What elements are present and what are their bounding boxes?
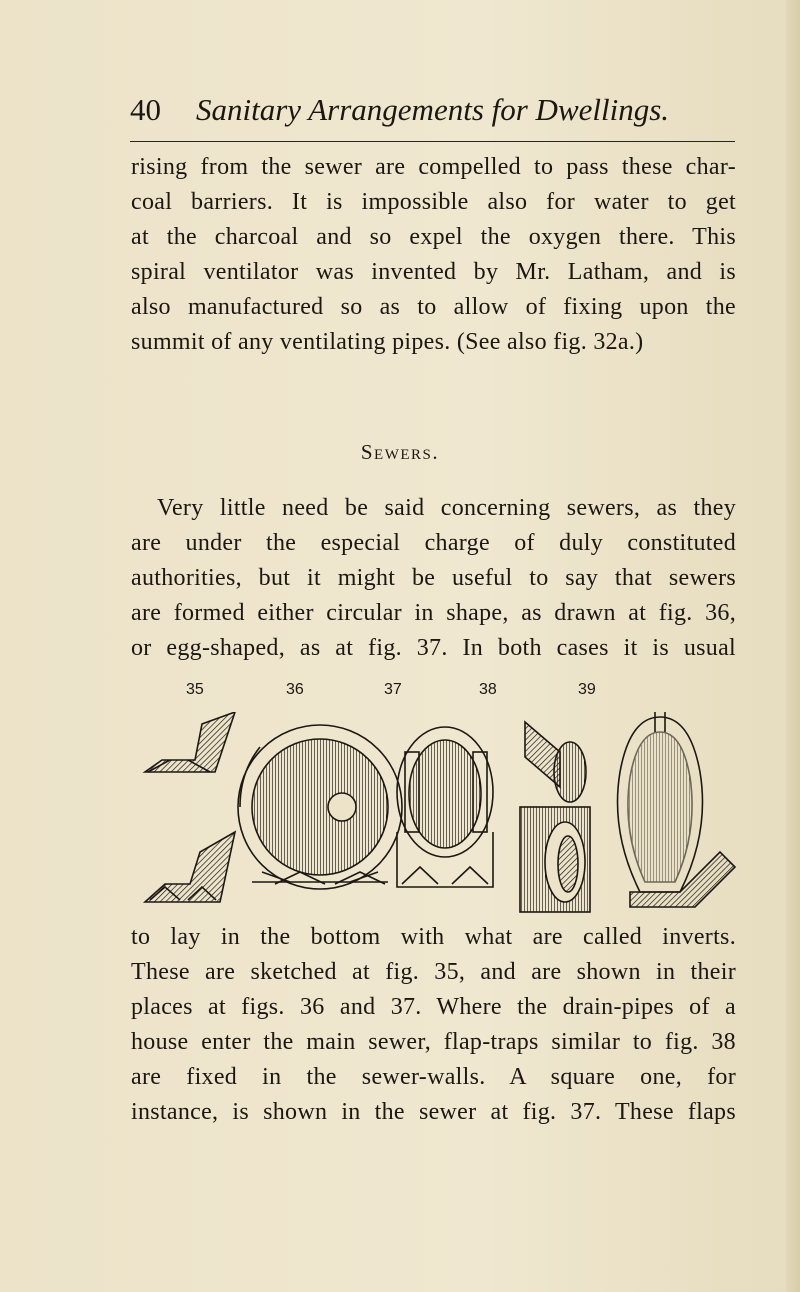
text-line: or egg-shaped, as at fig. 37. In both cases it is usual	[131, 635, 736, 661]
text-line: are under the especial charge of duly constituted	[131, 530, 736, 556]
text-line: coal barriers. It is impossible also for water to get	[131, 189, 736, 215]
text-line: spiral ventilator was invented by Mr. Latham, and is	[131, 259, 736, 285]
figure-labels	[0, 681, 800, 705]
section-heading-text: Sewers.	[360, 440, 440, 464]
text-line: Very little need be said concerning sewers, as they	[157, 495, 736, 521]
text-line: house enter the main sewer, flap-traps similar to fig. 38	[131, 1029, 736, 1055]
text-line: rising from the sewer are compelled to pass these char-	[131, 154, 736, 180]
figure-label-38: 38	[479, 681, 497, 698]
figure-37-egg-sewer	[397, 727, 493, 887]
page-number: 40	[130, 92, 161, 127]
figure-label-36: 36	[286, 681, 304, 698]
sewer-figures-illustration	[140, 712, 740, 922]
paragraph-3	[131, 920, 736, 1130]
text-line: are fixed in the sewer-walls. A square one, for	[131, 1064, 736, 1090]
figure-label-35: 35	[186, 681, 204, 698]
text-line: summit of any ventilating pipes. (See also fig. 32a.)	[131, 329, 644, 355]
header-rule	[130, 141, 735, 142]
figure-38-flap-trap	[520, 722, 590, 912]
text-line: also manufactured so as to allow of fixing upon the	[131, 294, 736, 320]
text-line: authorities, but it might be useful to say that sewers	[131, 565, 736, 591]
page-edge	[786, 0, 800, 1292]
paragraph-2	[131, 491, 736, 666]
figure-label-37: 37	[384, 681, 402, 698]
text-line: to lay in the bottom with what are called inverts.	[131, 924, 736, 950]
text-line: instance, is shown in the sewer at fig. 37. These flaps	[131, 1099, 736, 1125]
section-heading	[0, 440, 800, 465]
paragraph-1	[131, 150, 736, 360]
figure-35-inverts	[145, 712, 235, 902]
figure-36-circular-sewer	[238, 725, 402, 889]
text-line: are formed either circular in shape, as drawn at fig. 36,	[131, 600, 736, 626]
figure-39-egg-sewer-junction	[618, 712, 736, 907]
text-line: These are sketched at fig. 35, and are shown in their	[131, 959, 736, 985]
text-line: at the charcoal and so expel the oxygen there. This	[131, 224, 736, 250]
running-head: Sanitary Arrangements for Dwellings.	[196, 92, 670, 127]
text-line: places at figs. 36 and 37. Where the drain-pipes of a	[131, 994, 736, 1020]
figure-label-39: 39	[578, 681, 596, 698]
